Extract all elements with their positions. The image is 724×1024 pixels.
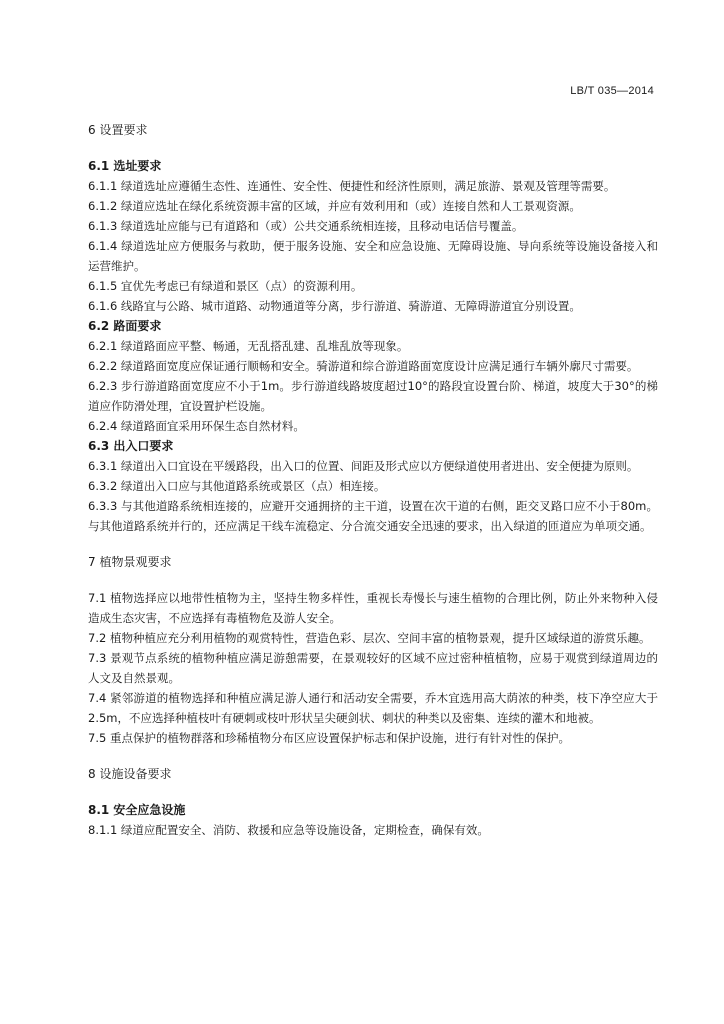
section-6-3-heading: 6.3 出入口要求 [88,439,174,453]
section-8-heading: 8 设施设备要求 [88,767,172,781]
clause-6-2-1: 6.2.1 绿道路面应平整、畅通，无乱搭乱建、乱堆乱放等现象。 [88,339,409,353]
clause-6-1-2: 6.1.2 绿道应选址在绿化系统资源丰富的区域，并应有效利用和（或）连接自然和人工景观资源。 [88,199,581,213]
clause-6-1-1: 6.1.1 绿道选址应遵循生态性、连通性、安全性、便捷性和经济性原则，满足旅游、景观及管理等需要。 [88,179,616,193]
clause-6-1-3: 6.1.3 绿道选址应能与已有道路和（或）公共交通系统相连接，且移动电话信号覆盖。 [88,219,524,233]
section-6-1-heading: 6.1 选址要求 [88,159,162,173]
clause-7-3: 7.3 景观节点系统的植物种植应满足游憩需要，在景观较好的区域不应过密种植植物，应易于观赏到绿道周边的人文及自然景观。 [88,651,658,685]
standard-number: LB/T 035—2014 [570,85,654,97]
clause-6-2-4: 6.2.4 绿道路面宜采用环保生态自然材料。 [88,419,305,433]
clause-6-1-4: 6.1.4 绿道选址应方便服务与救助，便于服务设施、安全和应急设施、无障碍设施、导向系统等设施设备接入和运营维护。 [88,239,658,273]
section-6-2-heading: 6.2 路面要求 [88,319,162,333]
clause-7-4: 7.4 紧邻游道的植物选择和种植应满足游人通行和活动安全需要，乔木宜选用高大荫浓的种类，枝下净空应大于2.5m，不应选择种植枝叶有硬刺或枝叶形状呈尖硬剑状、刺状的种类以及密集、连续的灌木和地被。 [88,691,658,725]
clause-6-2-3: 6.2.3 步行游道路面宽度应不小于1m。步行游道线路坡度超过10°的路段宜设置台阶、梯道，坡度大于30°的梯道应作防滑处理，宜设置护栏设施。 [88,379,658,413]
clause-7-5: 7.5 重点保护的植物群落和珍稀植物分布区应设置保护标志和保护设施，进行有针对性的保护。 [88,731,570,745]
clause-6-3-2: 6.3.2 绿道出入口应与其他道路系统或景区（点）相连接。 [88,479,386,493]
document-body [88,120,658,840]
clause-7-2: 7.2 植物种植应充分利用植物的观赏特性，营造色彩、层次、空间丰富的植物景观，提升区域绿道的游赏乐趣。 [88,631,651,645]
clause-6-3-3: 6.3.3 与其他道路系统相连接的，应避开交通拥挤的主干道，设置在次干道的右侧，距交叉路口应不小于80m。与其他道路系统并行的，还应满足干线车流稳定、分合流交通安全迅速的要求，出入绿道的匝道应为单项交通。 [88,499,658,533]
clause-7-1: 7.1 植物选择应以地带性植物为主，坚持生物多样性，重视长寿慢长与速生植物的合理比例，防止外来物种入侵造成生态灾害，不应选择有毒植物危及游人安全。 [88,591,658,625]
section-8-1-heading: 8.1 安全应急设施 [88,803,186,817]
clause-8-1-1: 8.1.1 绿道应配置安全、消防、救援和应急等设施设备，定期检查，确保有效。 [88,823,489,837]
section-6-heading: 6 设置要求 [88,123,148,137]
clause-6-1-6: 6.1.6 线路宜与公路、城市道路、动物通道等分离，步行游道、骑游道、无障碍游道宜分别设置。 [88,299,581,313]
clause-6-2-2: 6.2.2 绿道路面宽度应保证通行顺畅和安全。骑游道和综合游道路面宽度设计应满足通行车辆外廓尺寸需要。 [88,359,639,373]
section-7-heading: 7 植物景观要求 [88,555,172,569]
clause-6-1-5: 6.1.5 宜优先考虑已有绿道和景区（点）的资源利用。 [88,279,363,293]
clause-6-3-1: 6.3.1 绿道出入口宜设在平缓路段，出入口的位置、间距及形式应以方便绿道使用者进出、安全便捷为原则。 [88,459,639,473]
